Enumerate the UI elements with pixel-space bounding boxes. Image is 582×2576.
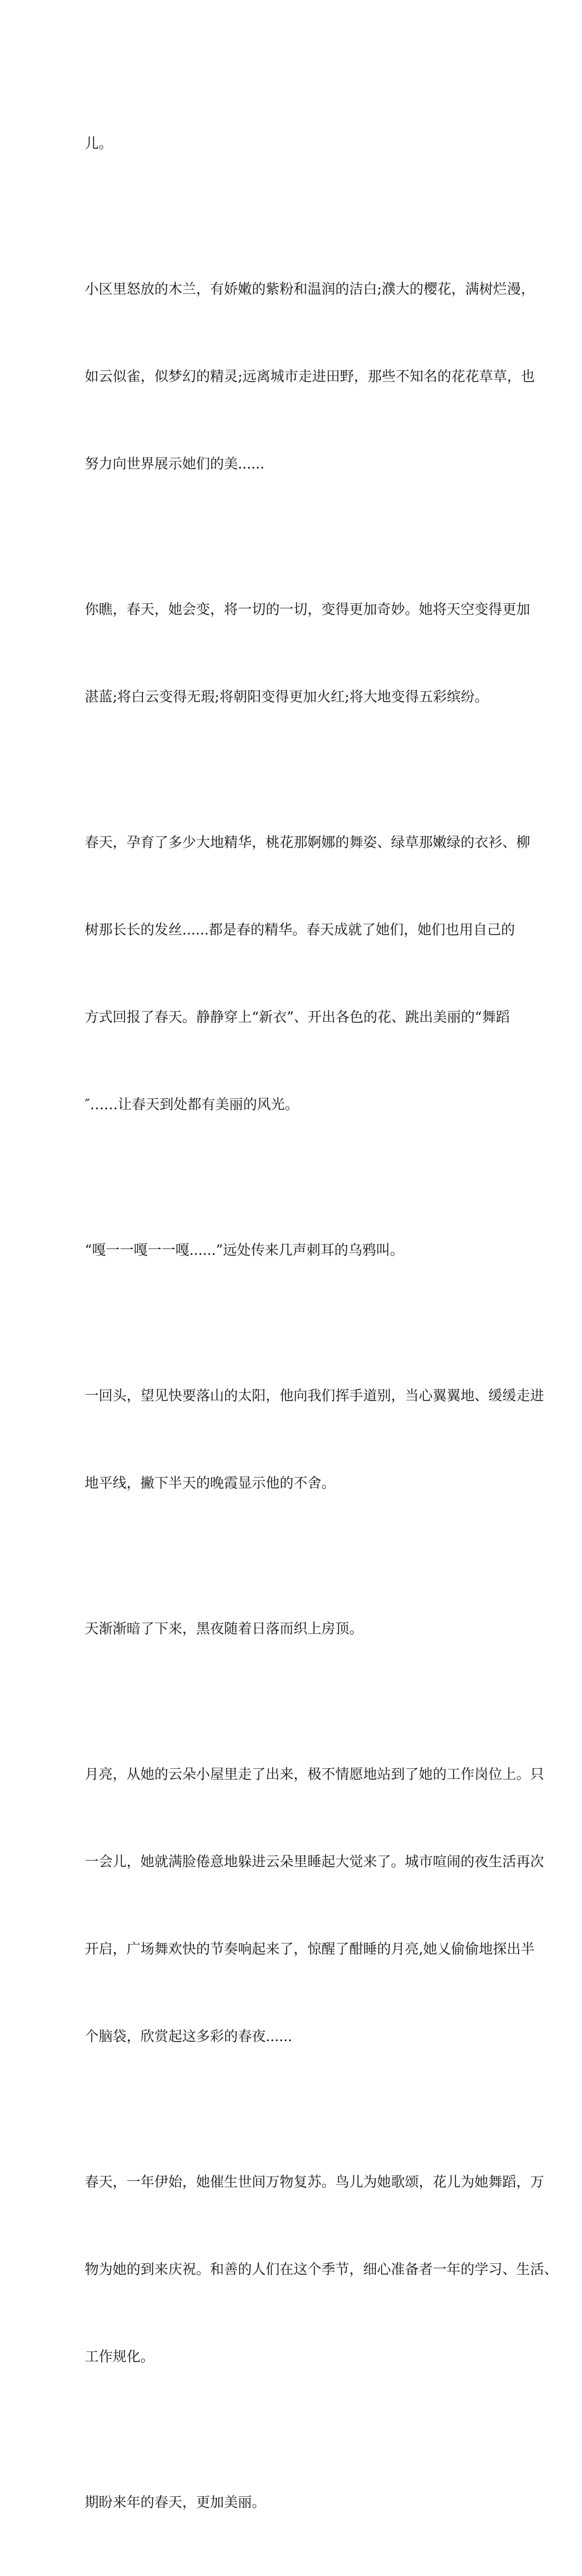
text-line: 春天，孕育了多少大地精华，桃花那婀娜的舞姿、绿草那嫩绿的衣衫、柳: [85, 835, 531, 851]
paragraph: [85, 1178, 505, 1324]
paragraph: [85, 217, 535, 537]
paragraph: [85, 537, 531, 770]
text-line: 物为她的到来庆祝。和善的人们在这个季节，细心准备者一年的学习、生活、: [85, 2262, 559, 2278]
paragraph: [85, 1702, 545, 2110]
text-line: 努力向世界展示她们的美......: [85, 456, 264, 472]
paragraph: [85, 1324, 545, 1557]
paragraph: [85, 2110, 559, 2430]
text-line: 工作规化。: [85, 2349, 155, 2365]
text-line: 一回头，望见快要落山的太阳，他向我们挥手道别，当心翼翼地、缓缓走进: [85, 1388, 545, 1404]
paragraph: [85, 770, 531, 1178]
text-line: 树那长长的发丝......都是春的精华。春天成就了她们，她们也用自己的: [85, 922, 515, 938]
text-line: 一会儿，她就满脸倦意地躲进云朵里睡起大觉来了。城市喧闹的夜生活再次: [85, 1854, 545, 1870]
paragraph: [85, 2430, 505, 2576]
text-line: “嘎一一嘎一一嘎......”远处传来几声刺耳的乌鸦叫。: [85, 1243, 404, 1259]
text-line: 开启，广场舞欢快的节奏响起来了，惊醒了酣睡的月亮,她乂偷偷地探出半: [85, 1942, 535, 1957]
text-line: 湛蓝;将白云变得无瑕;将朝阳变得更加火红;将大地变得五彩缤纷。: [85, 689, 489, 705]
text-line: 小区里怒放的木兰，有娇嫩的紫粉和温润的洁白;濮大的樱花，满树烂漫，: [85, 282, 535, 298]
text-line: 如云似雀，似梦幻的精灵;远离城市走进田野，那些不知名的花花草草，也: [85, 369, 535, 385]
text-line: 你瞧，春天，她会变，将一切的一切，变得更加奇妙。她将天空变得更加: [85, 602, 531, 618]
text-line: ″……让春天到处都有美丽的风光。: [85, 1097, 299, 1113]
text-line: 方式回报了春天。静静穿上“新衣”、开出各色的花、跳出美丽的“舞蹈: [85, 1010, 510, 1026]
document-body: [85, 72, 559, 2576]
text-line: 天渐渐暗了下来，黑夜随着日落而织上房顶。: [85, 1621, 364, 1637]
text-line: 地平线，撇下半天的晚霞显示他的不舍。: [85, 1476, 336, 1492]
text-line: 儿。: [85, 136, 113, 152]
text-line: 期盼来年的春天，更加美丽。: [85, 2495, 266, 2511]
paragraph: [85, 72, 505, 217]
text-line: 月亮，从她的云朵小屋里走了出来，极不情愿地站到了她的工作岗位上。只: [85, 1767, 545, 1783]
text-line: 个脑袋，欣赏起这多彩的春夜......: [85, 2029, 292, 2045]
paragraph: [85, 1557, 505, 1702]
text-line: 春天，一年伊始，她催生世间万物复苏。鸟儿为她歌颂，花儿为她舞蹈，万: [85, 2175, 545, 2190]
